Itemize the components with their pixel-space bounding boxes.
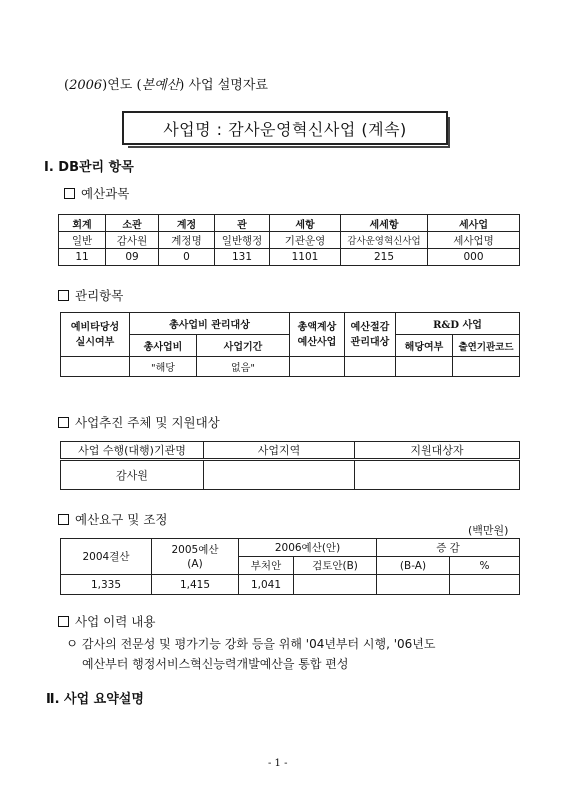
budget-account-heading: 예산과목 (64, 184, 129, 202)
section-db-items: Ⅰ. DB관리 항목 (44, 160, 134, 175)
budget-request-heading: 예산요구 및 조정 (58, 510, 167, 528)
year: 2006 (69, 78, 103, 93)
checkbox-icon (58, 616, 69, 627)
project-title: 사업명 : 감사운영혁신사업 (계속) (122, 111, 448, 145)
management-table: 예비타당성 실시여부 총사업비 관리대상 총액계상 예산사업 예산절감 관리대상 R&D 사업 총사업비 사업기간 해당여부 출연기관코드 "해당 없음" (60, 312, 520, 377)
budget-type: 본예산 (141, 78, 180, 93)
history-text: ㅇ 감사의 전문성 및 평가기능 강화 등을 위해 '04년부터 시행, '06년도 예산부터 행정서비스혁신능력개발예산을 통합 편성 (66, 636, 436, 671)
management-heading: 관리항목 (58, 286, 123, 304)
executor-heading: 사업추진 주체 및 지원대상 (58, 413, 220, 431)
checkbox-icon (58, 417, 69, 428)
unit-label: (백만원) (468, 524, 509, 537)
bullet: ㅇ (66, 636, 79, 651)
section-summary: Ⅱ. 사업 요약설명 (46, 692, 144, 707)
history-heading: 사업 이력 내용 (58, 612, 155, 630)
page-number: - 1 - (268, 758, 288, 769)
management-value-a: "해당 (130, 357, 197, 377)
checkbox-icon (58, 514, 69, 525)
checkbox-icon (64, 188, 75, 199)
checkbox-icon (58, 290, 69, 301)
management-value-b: 없음" (197, 357, 290, 377)
budget-request-table: 2004결산 2005예산 (A) 2006예산(안) 증 감 부처안 검토안(B) (B-A) % 1,335 1,415 1,041 (60, 538, 520, 595)
budget-account-table: 회계 소관 계정 관 세항 세세항 세사업 일반 감사원 계정명 일반행정 기관운영 감사운영혁신사업 세사업명 11 09 0 131 1101 215 000 (58, 214, 520, 266)
document-header: (2006)연도 (본예산) 사업 설명자료 (64, 78, 268, 93)
executor-table: 사업 수행(대행)기관명 사업지역 지원대상자 감사원 (60, 441, 520, 490)
